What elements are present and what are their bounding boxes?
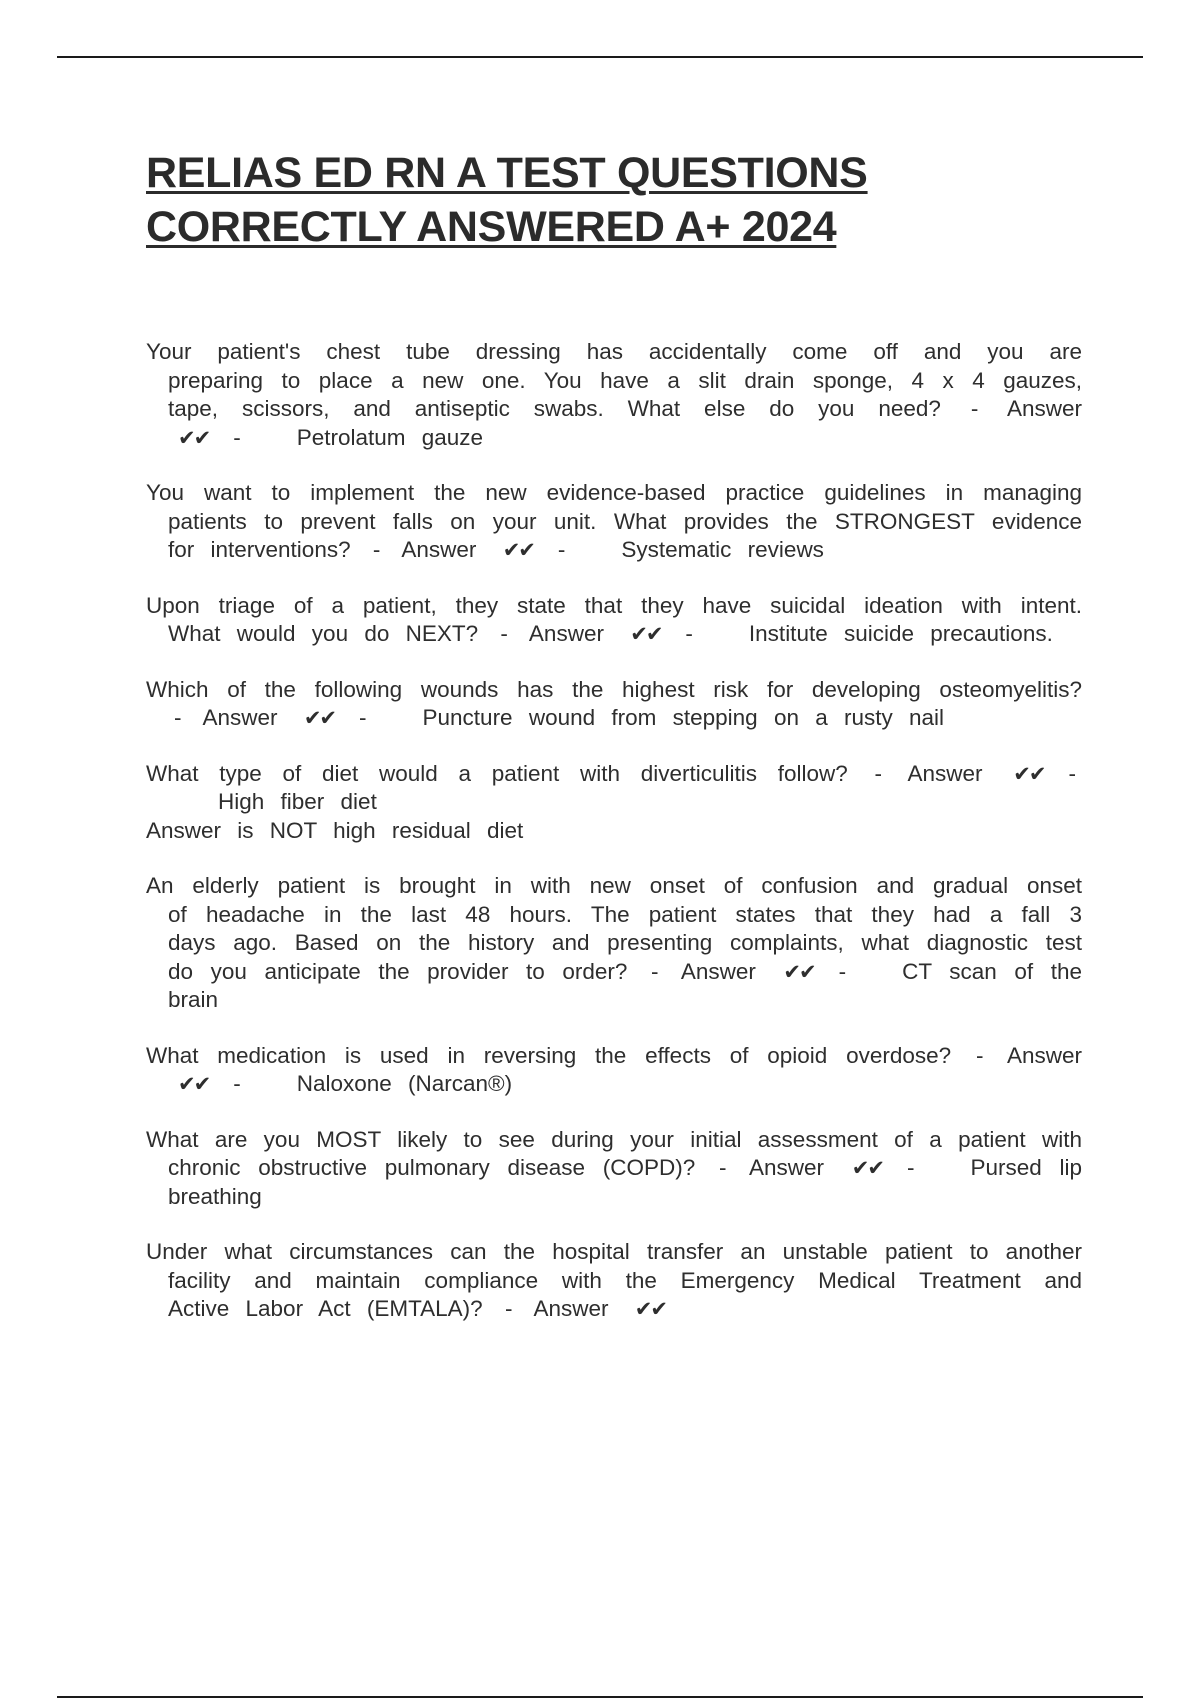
answer-label: Answer xyxy=(401,537,477,562)
answer-label: Answer xyxy=(907,760,983,786)
separator-dash: - xyxy=(906,1155,915,1180)
question-text: Your patient's chest tube dressing has accidentally come off and you are preparing to place a new one. You have a slit drain sponge, 4 x 4 gauzes, tape, scissors, and antiseptic swabs. What else do you need? xyxy=(146,339,1082,421)
double-check-icon: ✔✔ xyxy=(634,1297,666,1321)
answer-text: CT scan of the brain xyxy=(168,958,1082,1012)
question-text: Upon triage of a patient, they state that they have suicidal ideation with intent. What would you do NEXT? xyxy=(146,592,1082,646)
question-text: You want to implement the new evidence-based practice guidelines in managing patients to prevent falls on your unit. What provides the STRONGEST evidence for interventions? xyxy=(146,480,1082,562)
separator-dash: - xyxy=(372,537,381,562)
separator-dash: - xyxy=(838,958,847,984)
question-text: An elderly patient is brought in with new onset of confusion and gradual onset of headache in the last 48 hours. The patient states that they had a fall 3 days ago. Based on the history and presenting complaints, what diagnostic test do you anticipate the provider to order? xyxy=(146,873,1082,984)
answer-text: Petrolatum gauze xyxy=(296,424,484,450)
separator-dash: - xyxy=(359,705,367,730)
top-rule xyxy=(57,56,1143,58)
separator-dash: - xyxy=(500,621,508,646)
double-check-icon: ✔✔ xyxy=(783,959,815,984)
answer-text: Puncture wound from stepping on a rusty nail xyxy=(422,705,945,730)
bottom-rule xyxy=(57,1696,1143,1698)
answer-text: Institute suicide precautions. xyxy=(748,621,1053,646)
separator-dash: - xyxy=(233,424,241,450)
separator-dash: - xyxy=(233,1071,241,1096)
document-title xyxy=(146,146,1106,254)
double-check-icon: ✔✔ xyxy=(502,538,534,562)
answer-label: Answer xyxy=(749,1155,825,1180)
question-text: What type of diet would a patient with diverticulitis follow? xyxy=(146,760,848,786)
separator-dash: - xyxy=(650,958,659,984)
qa-item xyxy=(146,592,1082,649)
double-check-icon: ✔✔ xyxy=(178,1072,210,1096)
separator-dash: - xyxy=(874,760,883,786)
answer-label: Answer xyxy=(202,705,278,730)
answer-text: Pursed lip breathing xyxy=(168,1155,1082,1209)
answer-label: Answer xyxy=(680,958,756,984)
answer-label: Answer xyxy=(1006,396,1082,421)
separator-dash: - xyxy=(970,396,979,421)
answer-text: High fiber diet xyxy=(218,789,377,814)
question-text: What are you MOST likely to see during your initial assessment of a patient with chronic obstructive pulmonary disease (COPD)? xyxy=(146,1126,1082,1180)
title-line-1: RELIAS ED RN A TEST QUESTIONS xyxy=(146,149,868,197)
qa-item xyxy=(146,479,1082,565)
separator-dash: - xyxy=(685,621,693,646)
separator-dash: - xyxy=(719,1155,727,1180)
double-check-icon: ✔✔ xyxy=(178,425,210,450)
answer-text: Naloxone (Narcan®) xyxy=(296,1071,513,1096)
qa-item xyxy=(146,1042,1082,1099)
qa-item xyxy=(146,760,1082,846)
separator-dash: - xyxy=(174,705,182,730)
separator-dash: - xyxy=(557,537,566,562)
qa-item xyxy=(146,1238,1082,1324)
qa-item xyxy=(146,1126,1082,1212)
answer-label: Answer xyxy=(533,1296,609,1321)
question-text: Under what circumstances can the hospital transfer an unstable patient to another facility and maintain compliance with the Emergency Medical Treatment and Active Labor Act (EMTALA)? xyxy=(146,1239,1082,1321)
qa-item xyxy=(146,338,1082,452)
question-text: What medication is used in reversing the effects of opioid overdose? xyxy=(146,1042,952,1068)
separator-dash: - xyxy=(504,1296,513,1321)
answer-label: Answer xyxy=(1006,1042,1082,1068)
answer-label: Answer xyxy=(528,621,604,646)
double-check-icon: ✔✔ xyxy=(630,622,662,646)
separator-dash: - xyxy=(975,1042,984,1068)
double-check-icon: ✔✔ xyxy=(303,706,336,730)
qa-item xyxy=(146,676,1082,733)
qa-item xyxy=(146,872,1082,1015)
separator-dash: - xyxy=(1068,760,1076,786)
double-check-icon: ✔✔ xyxy=(1013,761,1045,786)
answer-note: Answer is NOT high residual diet xyxy=(146,817,524,843)
double-check-icon: ✔✔ xyxy=(851,1156,883,1180)
question-text: Which of the following wounds has the highest risk for developing osteomyelitis? xyxy=(146,676,1082,702)
question-list xyxy=(146,338,1082,1351)
answer-text: Systematic reviews xyxy=(621,537,824,562)
title-line-2: CORRECTLY ANSWERED A+ 2024 xyxy=(146,203,837,251)
